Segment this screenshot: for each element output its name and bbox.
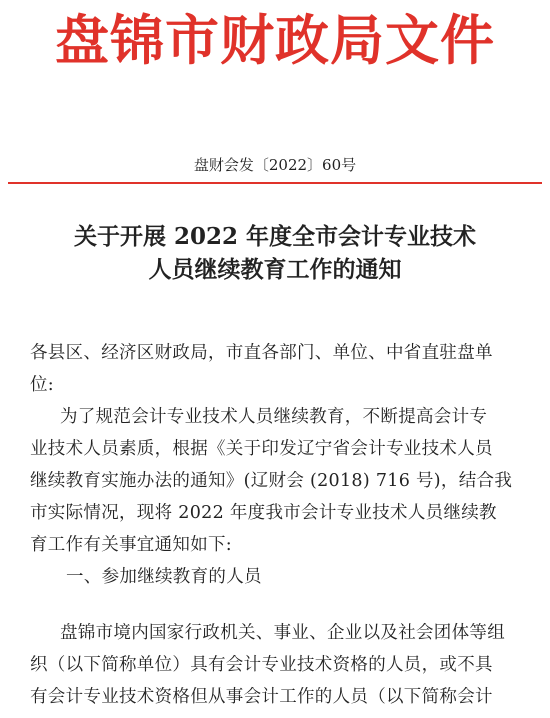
intro-paragraph-line-4: 市实际情况，现将 2022 年度我市会计专业技术人员继续教: [30, 503, 497, 523]
intro-paragraph-line-2: 业技术人员素质，根据《关于印发辽宁省会计专业技术人员: [30, 439, 493, 459]
section-1-line-2: 织（以下简称单位）具有会计专业技术资格的人员，或不具: [30, 655, 493, 675]
intro-paragraph-line-3: 继续教育实施办法的通知》(辽财会 (2018) 716 号)，结合我: [30, 471, 513, 491]
issuing-authority-header: 盘锦市财政局文件: [55, 9, 495, 72]
notice-title-line-2: 人员继续教育工作的通知: [148, 256, 402, 283]
section-1-heading: 一、参加继续教育的人员: [66, 567, 262, 587]
section-1-line-1: 盘锦市境内国家行政机关、事业、企业以及社会团体等组: [60, 623, 505, 643]
intro-paragraph-line-1: 为了规范会计专业技术人员继续教育，不断提高会计专: [60, 407, 488, 427]
salutation-line-1: 各县区、经济区财政局，市直各部门、单位、中省直驻盘单: [30, 343, 493, 363]
notice-title-line-1: 关于开展 2022 年度全市会计专业技术: [73, 223, 477, 250]
intro-paragraph-line-5: 育工作有关事宜通知如下:: [30, 535, 232, 555]
document-number: 盘财会发〔2022〕60号: [193, 156, 357, 174]
red-divider-line: [8, 182, 542, 184]
salutation-line-2: 位:: [30, 375, 54, 395]
section-1-line-3: 有会计专业技术资格但从事会计工作的人员（以下简称会计: [30, 687, 493, 707]
